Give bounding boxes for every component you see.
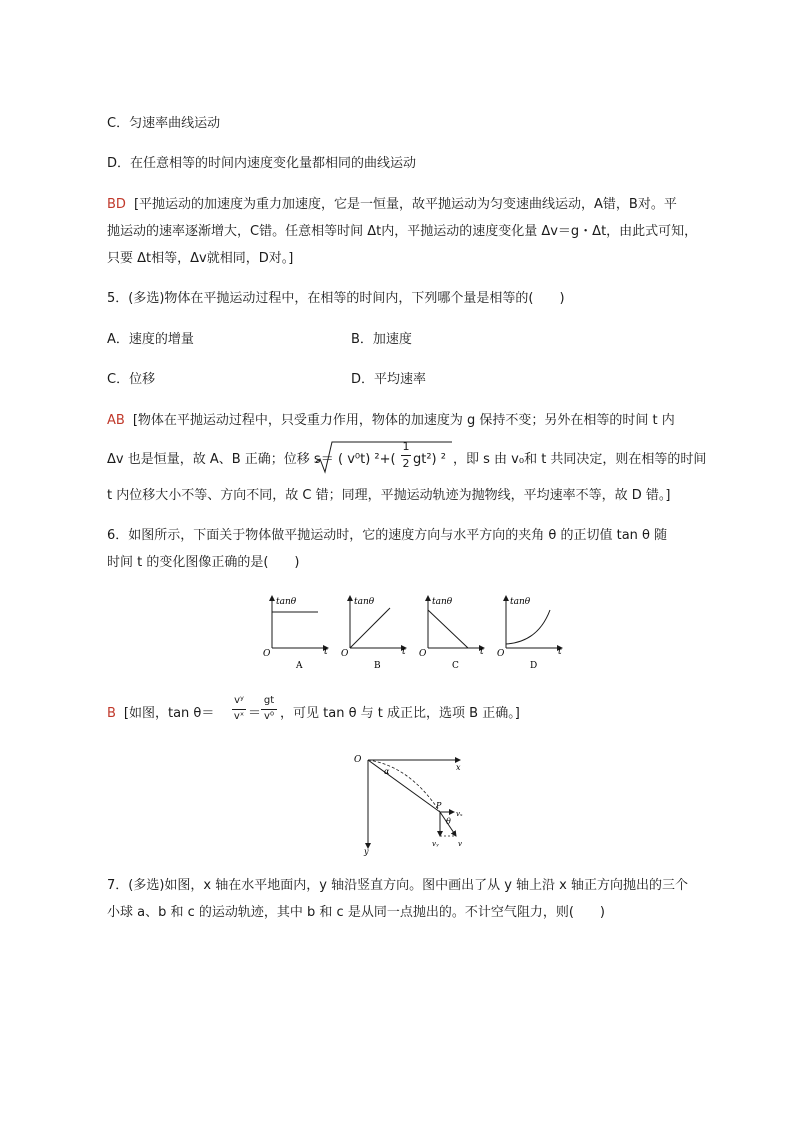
graph-a-label: A <box>296 661 303 671</box>
sqrt-formula-part1: ( v⁰t) ²+( <box>338 452 396 467</box>
graph-d-curve <box>506 610 550 644</box>
graph-b-ylabel: tanθ <box>354 597 375 607</box>
graph-c-curve <box>428 610 468 648</box>
q5-explanation-line-1: AB [物体在平抛运动过程中，只受重力作用，物体的加速度为 g 保持不变；另外在相等的时间 t 内 <box>107 413 675 428</box>
graph-b <box>341 596 406 671</box>
graph-d-ylabel: tanθ <box>510 597 531 607</box>
x-axis-label: x <box>456 763 461 772</box>
alpha-label: α <box>384 767 390 776</box>
graph-c-ylabel: tanθ <box>432 597 453 607</box>
q6-graph-options <box>260 590 570 672</box>
graph-b-origin: O <box>341 649 349 659</box>
graph-a-origin: O <box>263 649 271 659</box>
q5-stem: 5．(多选)物体在平抛运动过程中，在相等的时间内，下列哪个量是相等的( ) <box>107 291 565 306</box>
theta-label: θ <box>446 817 451 826</box>
frac2-numerator: gt <box>263 695 275 706</box>
graph-c-origin: O <box>419 649 427 659</box>
q4-option-d: D．在任意相等的时间内速度变化量都相同的曲线运动 <box>107 156 417 171</box>
vx-label: vₓ <box>456 810 463 818</box>
equals-sign: ＝ <box>248 706 262 721</box>
frac1-numerator: vʸ <box>234 695 244 706</box>
q7-stem-line-2: 小球 a、b 和 c 的运动轨迹，其中 b 和 c 是从同一点抛出的。不计空气阻力，则( ) <box>107 905 605 920</box>
frac-numerator: 1 <box>402 440 410 453</box>
q5-explanation-line-2b: ，即 s 由 v₀和 t 共同决定，则在相等的时间 <box>453 452 707 467</box>
point-p-label: P <box>436 801 442 810</box>
graph-c <box>419 596 484 671</box>
graph-b-xlabel: t <box>402 647 406 657</box>
origin-label: O <box>354 755 362 765</box>
q6-stem-line-2: 时间 t 的变化图像正确的是( ) <box>107 555 300 570</box>
q6-explanation-pre: B [如图，tan θ＝ <box>107 706 215 721</box>
q4-explanation-line-1: BD [平抛运动的加速度为重力加速度，它是一恒量，故平抛运动为匀变速曲线运动，A错，B对。平 <box>107 197 677 212</box>
displacement-line <box>368 760 440 812</box>
graph-a-ylabel: tanθ <box>276 597 297 607</box>
q5-explanation-line-3: t 内位移大小不等、方向不同，故 C 错；同理，平抛运动轨迹为抛物线，平均速率不等，故 D 错。] <box>107 488 671 503</box>
frac-bar <box>401 455 411 456</box>
graph-a-xlabel: t <box>324 647 328 657</box>
q7-stem-line-1: 7．(多选)如图，x 轴在水平地面内，y 轴沿竖直方向。图中画出了从 y 轴上沿 x 轴正方向抛出的三个 <box>107 878 688 893</box>
q5-option-c: C．位移 <box>107 372 156 387</box>
q4-explanation-line-3: 只要 Δt相等，Δv就相同，D对。] <box>107 251 294 266</box>
frac1-bar <box>232 709 246 710</box>
frac-denominator: 2 <box>402 457 410 470</box>
q5-answer: AB <box>107 413 125 428</box>
q5-option-d: D．平均速率 <box>351 372 427 387</box>
vy-label: vᵧ <box>432 840 439 848</box>
v-label: v <box>458 840 462 848</box>
q6-trajectory-diagram <box>350 748 475 858</box>
q6-explanation-post: ，可见 tan θ 与 t 成正比，选项 B 正确。] <box>280 706 520 721</box>
graph-c-label: C <box>452 661 459 671</box>
q5-option-b: B．加速度 <box>351 332 412 347</box>
graph-b-label: B <box>374 661 381 671</box>
q4-explanation-line-2: 抛运动的速率逐渐增大，C错。任意相等时间 Δt内，平抛运动的速度变化量 Δv＝g・Δt，由此式可知， <box>107 224 698 239</box>
frac2-denominator: v⁰ <box>264 711 274 722</box>
frac2-bar <box>261 709 277 710</box>
graph-d-origin: O <box>497 649 505 659</box>
graph-d-xlabel: t <box>558 647 562 657</box>
sqrt-formula-part2: gt²) ² <box>413 452 446 467</box>
q4-answer: BD <box>107 197 126 212</box>
q5-explanation-line-2a: Δv 也是恒量，故 A、B 正确；位移 s＝ <box>107 452 334 467</box>
y-axis-label: y <box>364 847 369 856</box>
graph-c-xlabel: t <box>480 647 484 657</box>
frac1-denominator: vˣ <box>233 711 245 722</box>
graph-b-curve <box>350 608 390 648</box>
q6-answer: B <box>107 706 116 721</box>
q4-option-c: C．匀速率曲线运动 <box>107 116 221 131</box>
graph-a <box>263 596 328 671</box>
q5-option-a: A．速度的增量 <box>107 332 194 347</box>
q6-stem-line-1: 6．如图所示，下面关于物体做平抛运动时，它的速度方向与水平方向的夹角 θ 的正切值 tan θ 随 <box>107 528 668 543</box>
graph-d <box>497 596 562 671</box>
graph-d-label: D <box>530 661 538 671</box>
